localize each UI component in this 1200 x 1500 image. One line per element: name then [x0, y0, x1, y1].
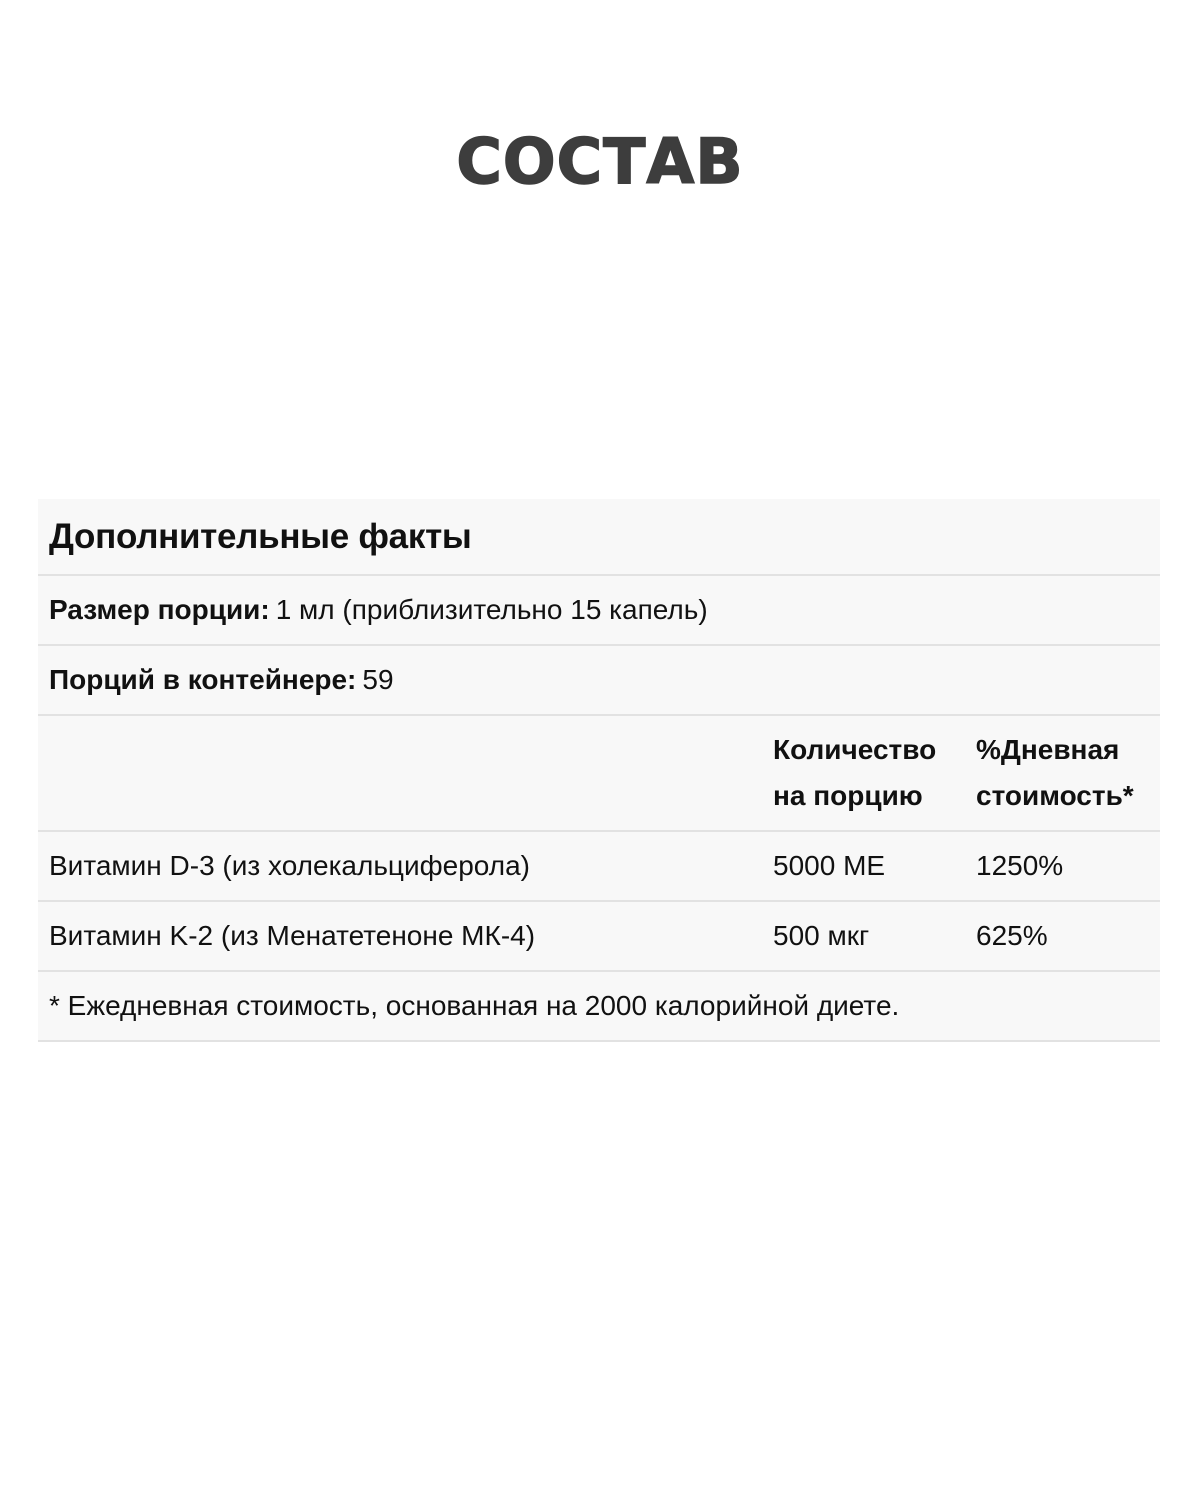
- column-header-amount: [773, 727, 976, 819]
- servings-per-container-value: 59: [362, 664, 394, 695]
- nutrient-name: Витамин D-3 (из холекальциферола): [49, 850, 530, 881]
- footnote: * Ежедневная стоимость, основанная на 2000 калорийной диете.: [38, 972, 1160, 1042]
- column-header-row: [38, 716, 1160, 832]
- supplement-facts-table: [38, 499, 1160, 1042]
- table-row: [38, 832, 1160, 902]
- nutrient-daily-value: 625%: [976, 920, 1048, 951]
- column-header-daily-value: [976, 727, 1149, 819]
- column-header-amount-line2: на порцию: [773, 780, 923, 811]
- nutrient-name: Витамин K-2 (из Менатетеноне МК-4): [49, 920, 536, 951]
- nutrient-amount: 5000 МЕ: [773, 850, 886, 881]
- nutrient-daily-value: 1250%: [976, 850, 1064, 881]
- facts-header: Дополнительные факты: [38, 499, 1160, 576]
- servings-per-container-label: Порций в контейнере:: [49, 664, 357, 695]
- serving-size-label: Размер порции:: [49, 594, 270, 625]
- column-header-amount-line1: Количество: [773, 734, 937, 765]
- serving-size-value: 1 мл (приблизительно 15 капель): [275, 594, 708, 625]
- page-title: СОСТАВ: [456, 125, 744, 198]
- column-header-dv-line2: стоимость*: [976, 780, 1134, 811]
- servings-per-container-row: [38, 646, 1160, 716]
- nutrient-amount: 500 мкг: [773, 920, 870, 951]
- column-header-dv-line1: %Дневная: [976, 734, 1120, 765]
- table-row: [38, 902, 1160, 972]
- serving-size-row: [38, 576, 1160, 646]
